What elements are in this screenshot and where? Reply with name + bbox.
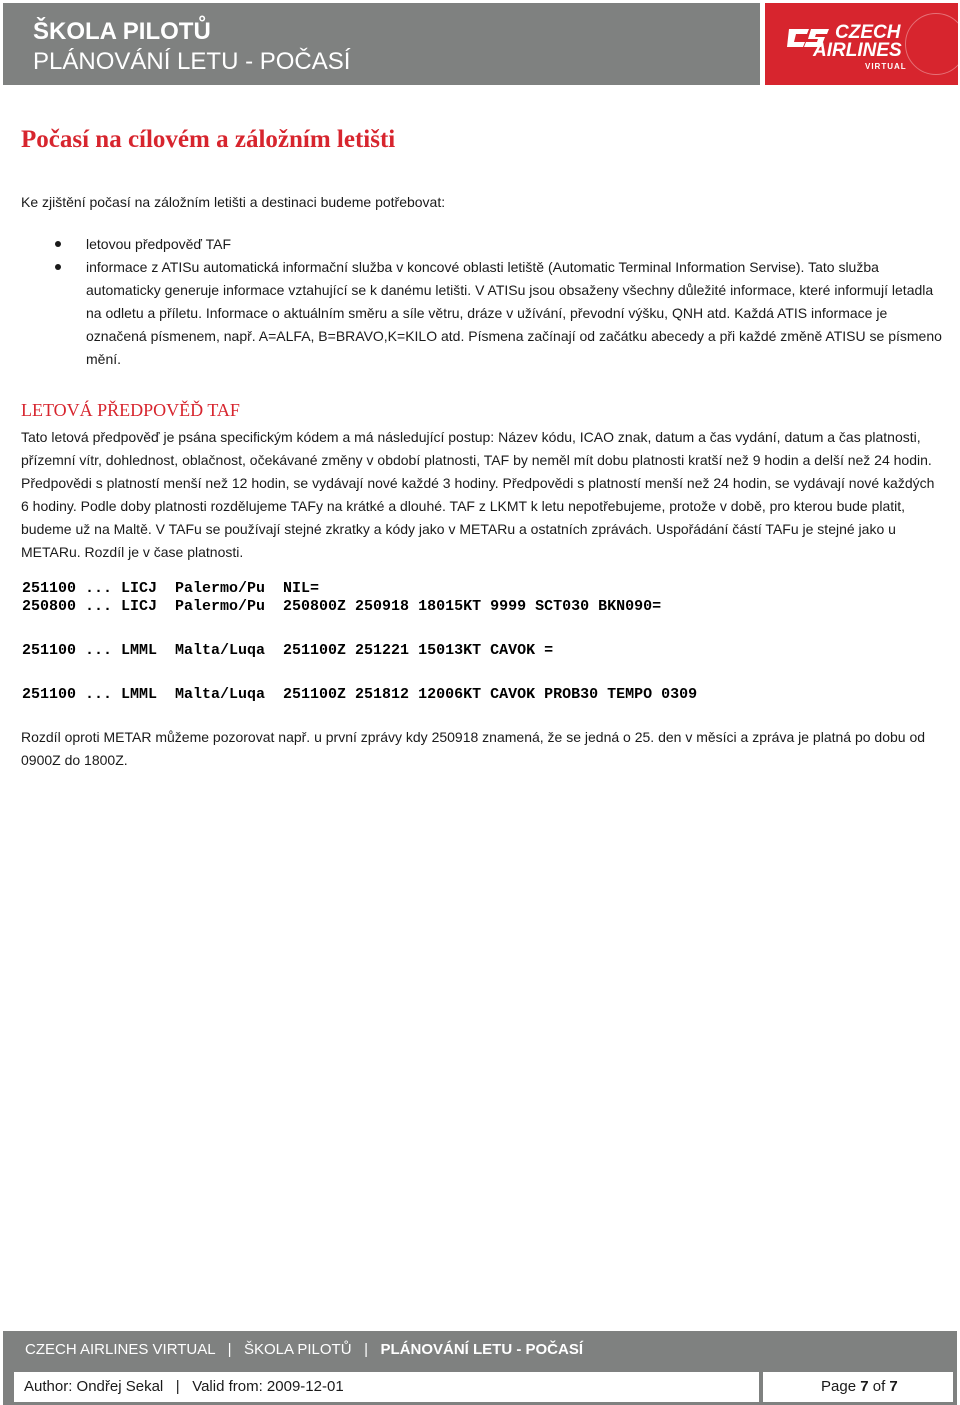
list-item bbox=[55, 233, 945, 256]
section-heading-taf: LETOVÁ PŘEDPOVĚĎ TAF bbox=[21, 400, 240, 420]
footer-breadcrumb-row bbox=[25, 1341, 583, 1358]
footer-page-box bbox=[763, 1372, 953, 1402]
page-word: Page bbox=[821, 1378, 857, 1395]
page-of: of bbox=[872, 1378, 886, 1395]
footer-separator: | bbox=[364, 1341, 368, 1358]
bullet-dot-icon bbox=[55, 241, 61, 247]
footer-author-row bbox=[24, 1378, 344, 1395]
footer-separator: | bbox=[227, 1341, 232, 1358]
page-number bbox=[821, 1378, 898, 1395]
czech-airlines-logo bbox=[765, 3, 958, 85]
logo-arc-decoration bbox=[905, 13, 958, 75]
footer-school: ŠKOLA PILOTŮ bbox=[244, 1341, 352, 1358]
page-total: 7 bbox=[889, 1378, 898, 1395]
footer-separator: | bbox=[175, 1378, 180, 1395]
logo-text-virtual: VIRTUAL bbox=[865, 62, 907, 71]
list-item-text: informace z ATISu automatická informační služba v koncové oblasti letiště (Automatic Terminal Information Servise). Tato služba automaticky generuje informace vztahující se k danému letišti. V ATISu jsou obsaženy všechny důležité informace, které informují letadla na odletu a příletu. Informace o aktuálním směru a síle větru, dráze v užívání, převodní výšku, QNH atd. Každá ATIS informace je označená písmenem, např. A=ALFA, B=BRAVO,K=KILO atd. Písmena začínají od začátku abecedy a při každé změně ATISU se písmeno mění. bbox=[86, 259, 942, 367]
taf-paragraph: Tato letová předpověď je psána specifickým kódem a má následující postup: Název kódu, ICAO znak, datum a čas vydání, datum a čas platnosti, přízemní vítr, dohlednost, oblačnost, očekávané změny v období platnosti, TAF by neměl mít dobu platnosti kratší než 9 hodin a delší než 24 hodin. Předpovědi s platností menší než 12 hodin, se vydávají nové každé 3 hodiny. Předpovědi s platností menší než 24 hodin, se vydávají nové každých 6 hodiny. Podle doby platnosti rozdělujeme TAFy na krátké a dlouhé. TAF z LKMT k letu nepotřebujeme, protože v době, pro kterou bude platit, budeme už na Maltě. V TAFu se používají stejné zkratky a kódy jako v METARu a ostatních zprávách. Uspořádání částí TAFu je stejné jako u METARu. Rozdíl je v čase platnosti. bbox=[21, 429, 935, 560]
footer-valid-from: Valid from: 2009-12-01 bbox=[192, 1378, 344, 1395]
header-title bbox=[33, 17, 350, 77]
page-title: Počasí na cílovém a záložním letišti bbox=[21, 126, 396, 153]
footer-topic: PLÁNOVÁNÍ LETU - POČASÍ bbox=[380, 1341, 583, 1358]
logo-text-czech: CZECH bbox=[835, 22, 901, 43]
footer-breadcrumb bbox=[3, 1331, 957, 1369]
logo-text-airlines: AIRLINES bbox=[813, 40, 902, 61]
footer-meta bbox=[3, 1369, 957, 1405]
code-line: 251100 ... LMML Malta/Luqa 251100Z 251221 15013KT CAVOK = bbox=[22, 642, 554, 659]
header-title-line1: ŠKOLA PILOTŮ bbox=[33, 18, 211, 45]
footer-author-box bbox=[14, 1372, 759, 1402]
code-line: 251100 ... LMML Malta/Luqa 251100Z 251812 12006KT CAVOK PROB30 TEMPO 0309 bbox=[22, 686, 698, 703]
code-line: 250800 ... LICJ Palermo/Pu 250800Z 250918 18015KT 9999 SCT030 BKN090= bbox=[22, 598, 662, 615]
list-item bbox=[55, 256, 945, 371]
intro-paragraph: Ke zjištění počasí na záložním letišti a destinaci budeme potřebovat: bbox=[21, 194, 446, 210]
header-title-line2: PLÁNOVÁNÍ LETU - POČASÍ bbox=[33, 48, 351, 75]
difference-paragraph: Rozdíl oproti METAR můžeme pozorovat např. u první zprávy kdy 250918 znamená, že se jedná o 25. den v měsíci a zpráva je platná po dobu od 0900Z do 1800Z. bbox=[21, 729, 926, 768]
footer-org: CZECH AIRLINES VIRTUAL bbox=[25, 1341, 216, 1358]
bullet-list bbox=[55, 233, 945, 371]
code-line: 251100 ... LICJ Palermo/Pu NIL= bbox=[22, 580, 320, 597]
bullet-dot-icon bbox=[55, 264, 61, 270]
page-current: 7 bbox=[860, 1378, 869, 1395]
footer-author: Author: Ondřej Sekal bbox=[24, 1378, 164, 1395]
header-bar bbox=[3, 3, 760, 85]
list-item-text: letovou předpověď TAF bbox=[86, 236, 232, 252]
